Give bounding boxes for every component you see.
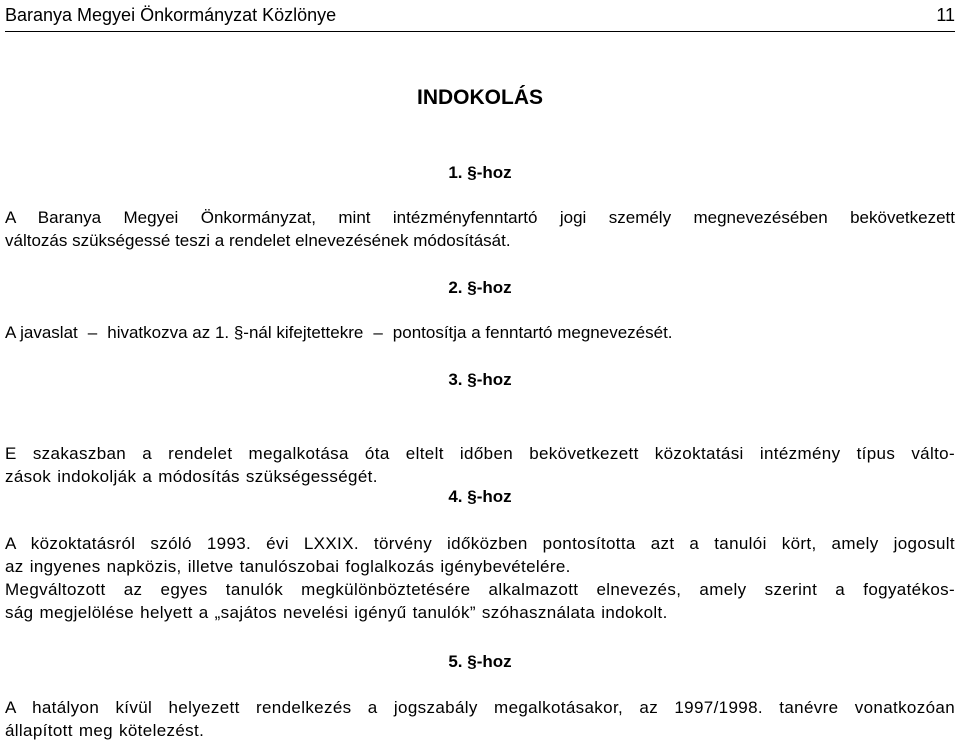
section-5-line-1: A hatályon kívül helyezett rendelkezés a jogszabály megalkotásakor, az 1997/1998. tanévre vonatkozóan xyxy=(5,698,955,717)
em-dash: – xyxy=(87,323,98,342)
page-number: 11 xyxy=(936,5,955,25)
section-heading-4: 4. §-hoz xyxy=(448,487,512,506)
section-4-line-4: ság megjelölése helyett a „sajátos nevelési igényű tanulók” szóhasználata indokolt. xyxy=(5,603,668,622)
section-2-line-1 xyxy=(5,321,955,344)
section-2-paragraph xyxy=(5,321,955,344)
section-heading-1: 1. §-hoz xyxy=(448,163,512,182)
section-2-text-c: pontosítja a fenntartó megnevezését. xyxy=(392,323,673,342)
section-4-line-3: Megváltozott az egyes tanulók megkülönböztetésére alkalmazott elnevezés, amely szerint a fogyatékos- xyxy=(5,580,955,599)
em-dash: – xyxy=(373,323,383,342)
section-4-line-2: az ingyenes napközis, illetve tanulószobai foglalkozás igénybevételére. xyxy=(5,557,571,576)
section-2-text-a: A javaslat xyxy=(5,323,78,342)
section-5-paragraph xyxy=(5,696,955,742)
document-title: INDOKOLÁS xyxy=(417,86,543,109)
section-heading-2: 2. §-hoz xyxy=(448,278,512,297)
section-3-line-1: E szakaszban a rendelet megalkotása óta eltelt időben bekövetkezett közoktatási intézmény típus válto- xyxy=(5,444,955,463)
page-header xyxy=(5,4,955,26)
section-1-line-2: változás szükségessé teszi a rendelet elnevezésének módosítását. xyxy=(5,231,511,250)
section-heading-5: 5. §-hoz xyxy=(448,652,512,671)
header-divider xyxy=(5,31,955,32)
section-1-line-1: A Baranya Megyei Önkormányzat, mint intézményfenntartó jogi személy megnevezésében bekövetkezett xyxy=(5,208,955,227)
section-2-text-b: hivatkozva az 1. §-nál kifejtettekre xyxy=(107,323,364,342)
section-4-paragraph xyxy=(5,532,955,624)
journal-title: Baranya Megyei Önkormányzat Közlönye xyxy=(5,5,337,25)
section-5-line-2: állapított meg kötelezést. xyxy=(5,721,205,740)
section-3-line-2: zások indokolják a módosítás szükségességét. xyxy=(5,467,378,486)
section-heading-3: 3. §-hoz xyxy=(448,370,512,389)
section-1-paragraph xyxy=(5,206,955,252)
section-3-paragraph xyxy=(5,442,955,488)
section-4-line-1: A közoktatásról szóló 1993. évi LXXIX. törvény időközben pontosította azt a tanulói kört, amely jogosult xyxy=(5,534,955,553)
